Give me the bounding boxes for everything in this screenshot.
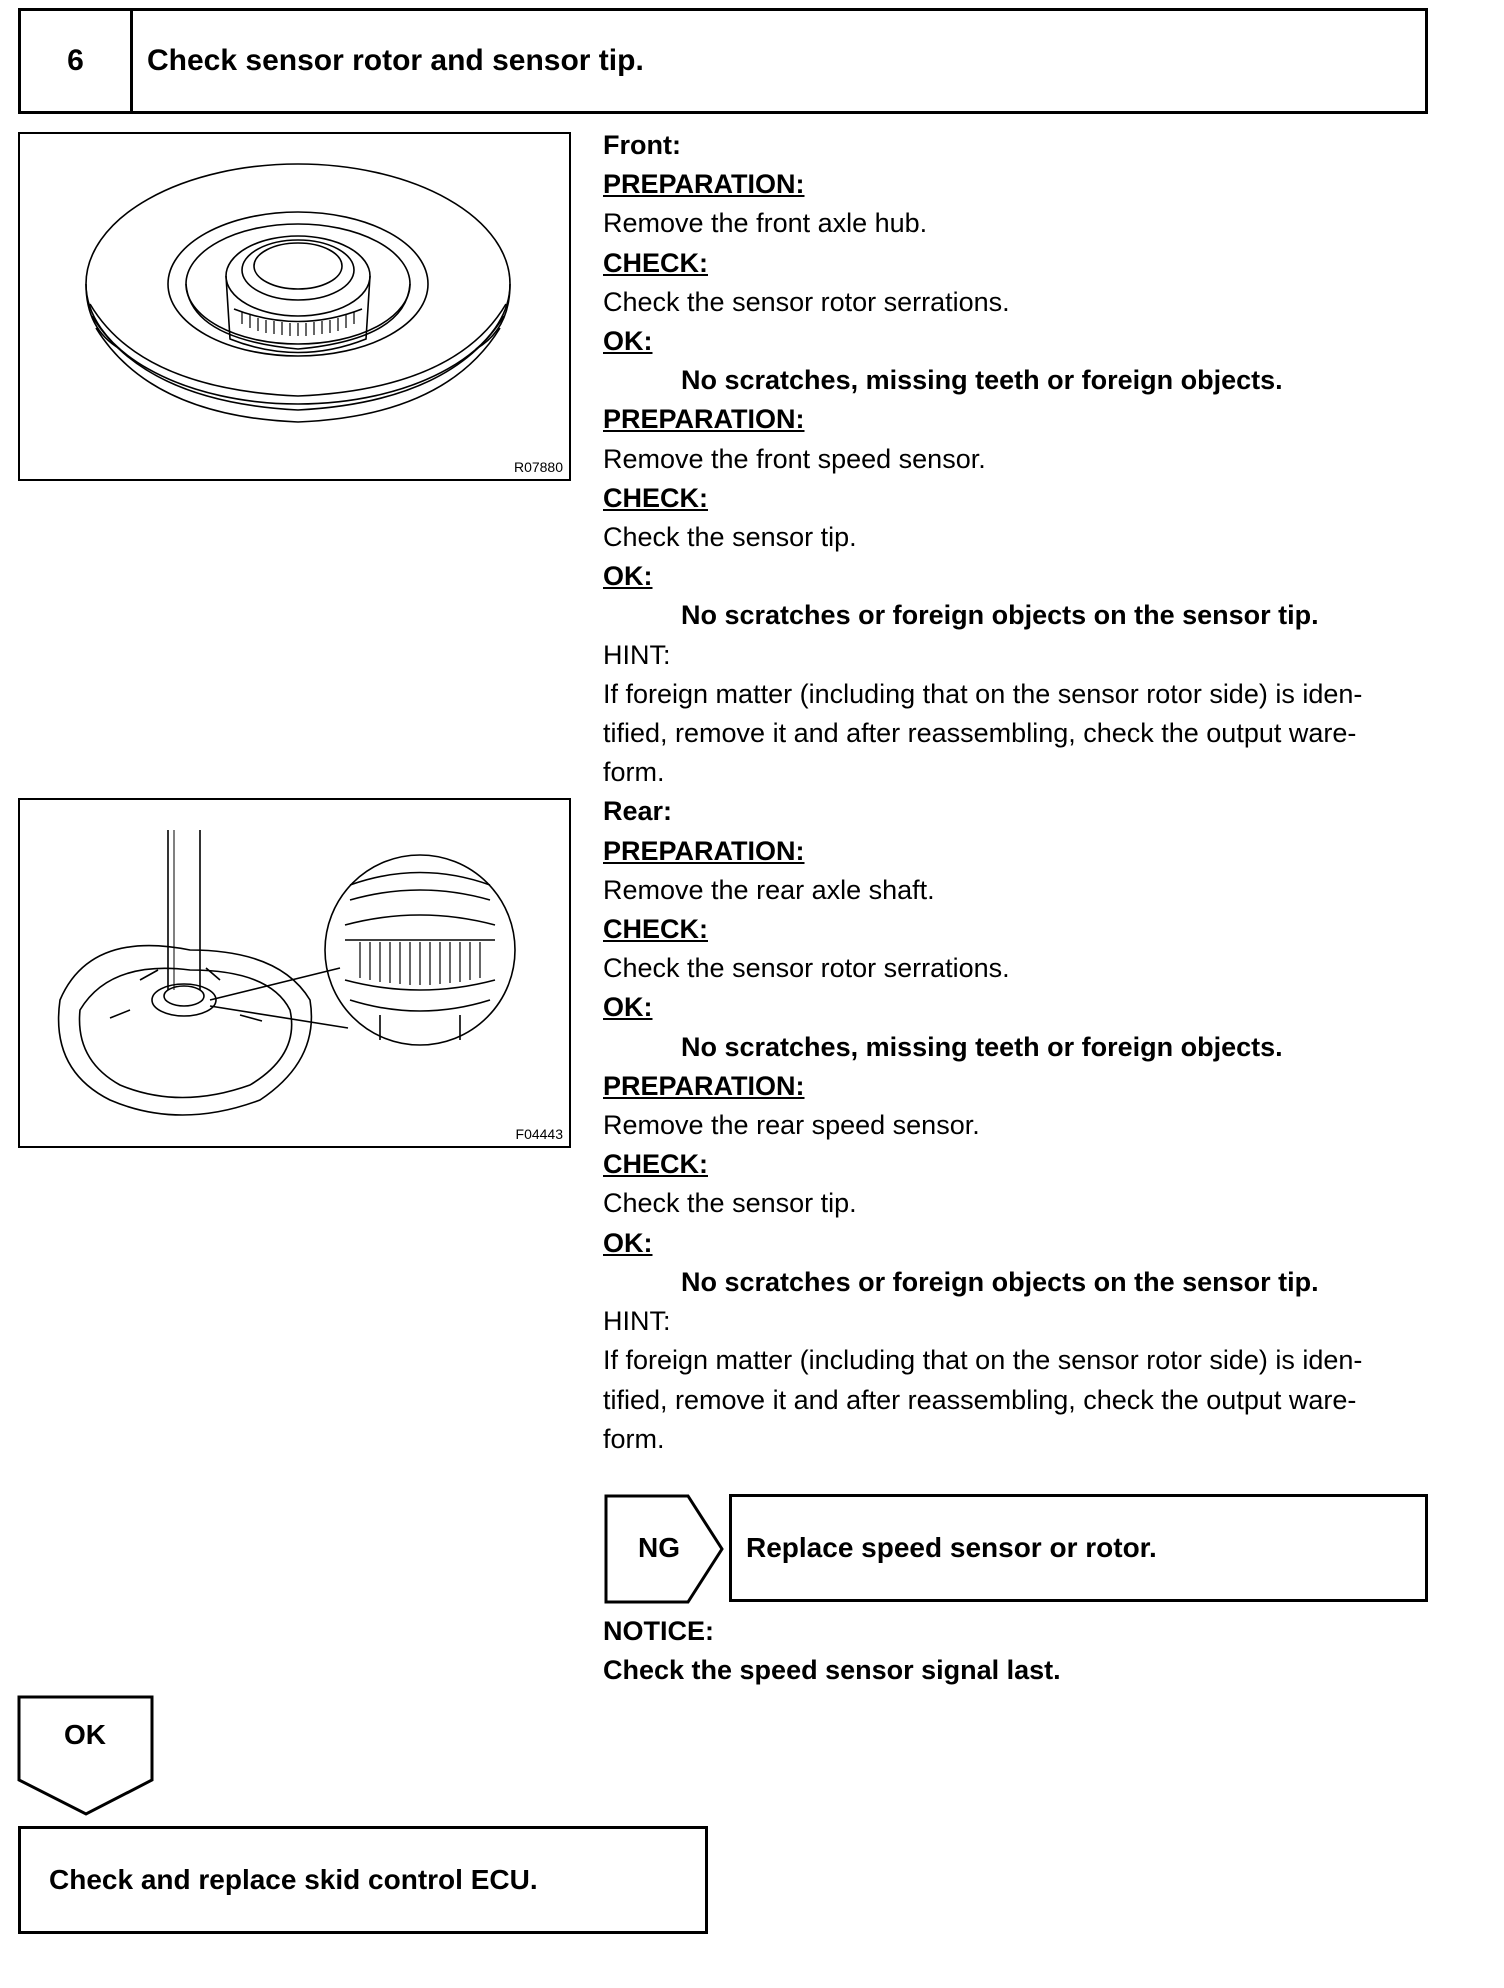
rear-heading: Rear:	[603, 796, 673, 827]
front-rotor-figure	[18, 132, 571, 481]
check-label: CHECK:	[603, 914, 708, 945]
check-label: CHECK:	[603, 482, 708, 513]
figure-code: F04443	[515, 1126, 563, 1142]
ok-criteria-label: OK:	[603, 561, 653, 592]
notice-label: NOTICE:	[603, 1616, 714, 1646]
figure-code: R07880	[513, 459, 563, 475]
preparation-text: Remove the front axle hub.	[603, 208, 928, 239]
notice-text: Check the speed sensor signal last.	[603, 1655, 1061, 1685]
rear-axle-illustration	[20, 800, 569, 1146]
check-text: Check the sensor rotor serrations.	[603, 286, 1010, 317]
ok-criteria-label: OK:	[603, 326, 653, 357]
instructions-text	[603, 126, 1433, 1459]
ok-criteria-text: No scratches, missing teeth or foreign objects.	[681, 365, 1283, 396]
check-text: Check the sensor rotor serrations.	[603, 953, 1010, 984]
preparation-label: PREPARATION:	[603, 835, 805, 866]
hint-text-line: tified, remove it and after reassembling, check the output ware-	[603, 718, 1357, 749]
preparation-label: PREPARATION:	[603, 404, 805, 435]
preparation-label: PREPARATION:	[603, 169, 805, 200]
hint-text-line: tified, remove it and after reassembling, check the output ware-	[603, 1384, 1357, 1415]
front-heading: Front:	[603, 130, 681, 160]
ok-criteria-text: No scratches, missing teeth or foreign objects.	[681, 1031, 1283, 1062]
ok-criteria-label: OK:	[603, 992, 653, 1023]
ok-criteria-text: No scratches or foreign objects on the sensor tip.	[681, 1266, 1319, 1297]
preparation-text: Remove the rear axle shaft.	[603, 874, 935, 905]
rear-axle-figure	[18, 798, 571, 1148]
check-text: Check the sensor tip.	[603, 522, 857, 553]
preparation-text: Remove the front speed sensor.	[603, 443, 986, 474]
hint-text-line: If foreign matter (including that on the sensor rotor side) is iden-	[603, 678, 1363, 709]
hint-text-line: form.	[603, 1423, 665, 1454]
ok-label: OK	[64, 1719, 106, 1750]
preparation-label: PREPARATION:	[603, 1070, 805, 1101]
ok-criteria-text: No scratches or foreign objects on the sensor tip.	[681, 600, 1319, 631]
ng-label: NG	[638, 1532, 680, 1563]
check-label: CHECK:	[603, 247, 708, 278]
ok-action-box: Check and replace skid control ECU.	[18, 1826, 708, 1934]
preparation-text: Remove the rear speed sensor.	[603, 1110, 980, 1141]
front-disc-rotor-illustration	[20, 134, 569, 479]
hint-label: HINT:	[603, 1306, 671, 1337]
notice	[603, 1612, 1061, 1690]
hint-text-line: form.	[603, 757, 665, 788]
check-text: Check the sensor tip.	[603, 1188, 857, 1219]
step-number: 6	[21, 11, 133, 111]
check-label: CHECK:	[603, 1149, 708, 1180]
ok-criteria-label: OK:	[603, 1227, 653, 1258]
step-title: Check sensor rotor and sensor tip.	[147, 44, 644, 77]
hint-label: HINT:	[603, 639, 671, 670]
hint-text-line: If foreign matter (including that on the sensor rotor side) is iden-	[603, 1345, 1363, 1376]
ng-action-box: Replace speed sensor or rotor.	[729, 1494, 1428, 1602]
step-header	[18, 8, 1428, 114]
